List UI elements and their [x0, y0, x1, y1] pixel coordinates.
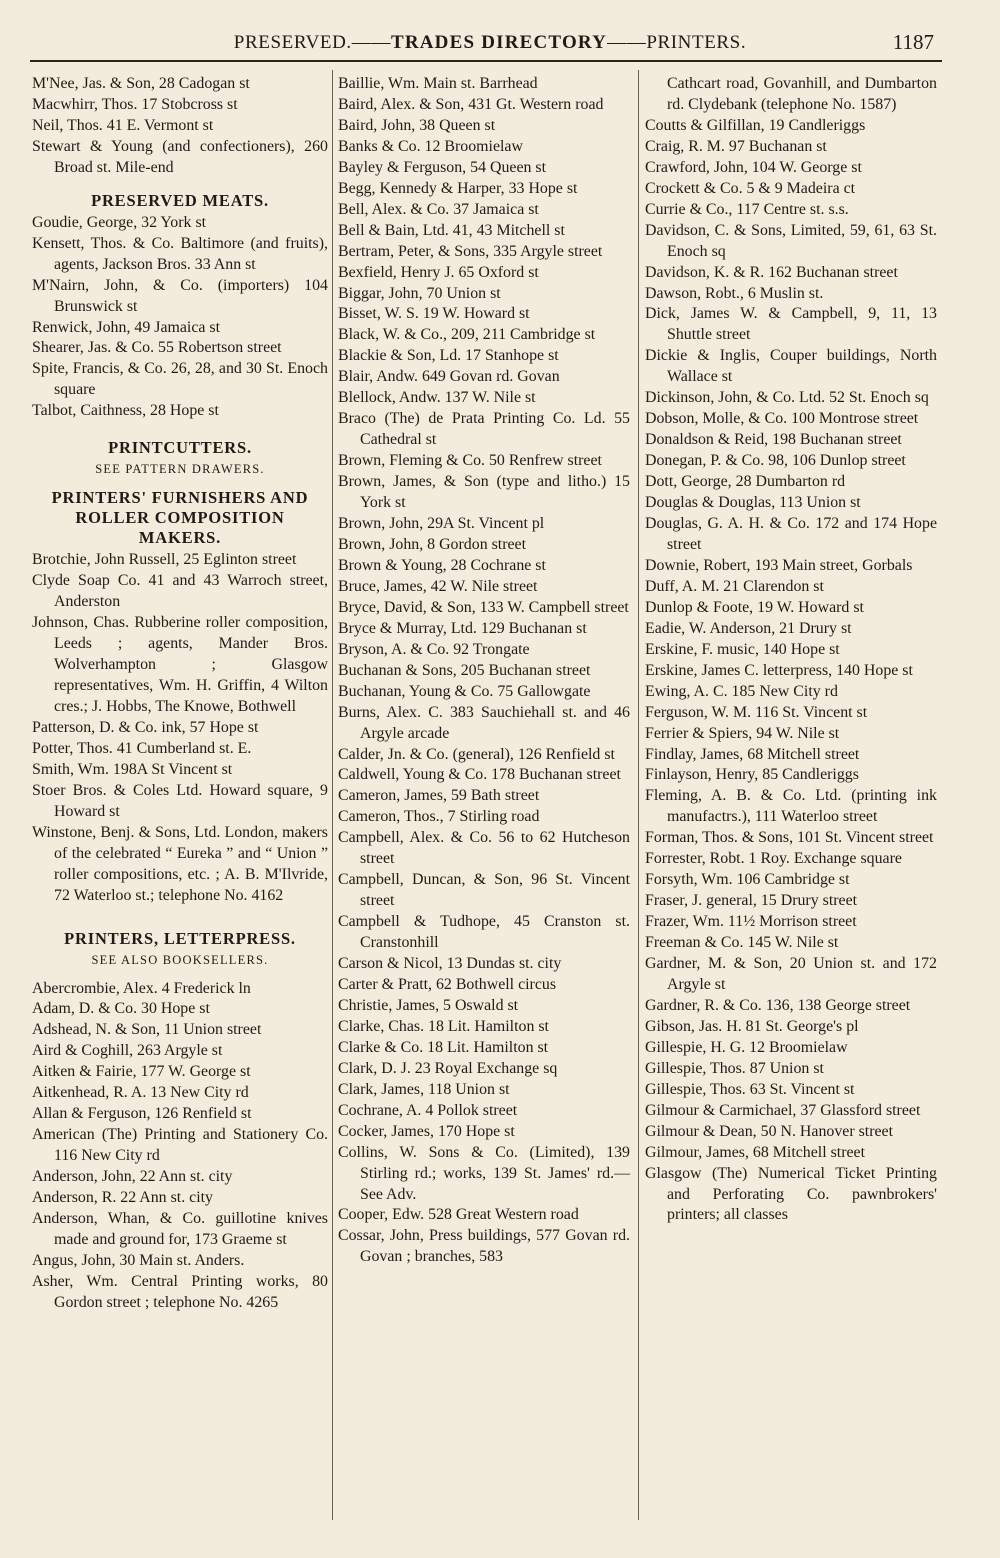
- directory-entry: Adam, D. & Co. 30 Hope st: [32, 1000, 210, 1018]
- directory-entry: Dickinson, John, & Co. Ltd. 52 St. Enoch sq: [645, 389, 929, 407]
- directory-entry: Gilmour & Dean, 50 N. Hanover street: [645, 1122, 894, 1140]
- directory-entry: Gillespie, H. G. 12 Broomielaw: [645, 1038, 848, 1056]
- directory-entry: Brown, Fleming & Co. 50 Renfrew street: [338, 452, 602, 470]
- column-3: [645, 74, 937, 1226]
- directory-entry: Gillespie, Thos. 63 St. Vincent st: [645, 1080, 855, 1098]
- directory-entry: Erskine, James C. letterpress, 140 Hope st: [645, 661, 913, 679]
- directory-entry: M'Nairn, John, & Co. (importers) 104 Brunswick st: [32, 276, 328, 315]
- directory-entry: Bell & Bain, Ltd. 41, 43 Mitchell st: [338, 221, 565, 239]
- continued-entry: Cathcart road, Govanhill, and Dumbarton rd. Clydebank (telephone No. 1587): [667, 75, 937, 113]
- directory-entry: Buchanan, Young & Co. 75 Gallowgate: [338, 682, 591, 700]
- directory-entry: Forrester, Robt. 1 Roy. Exchange square: [645, 850, 902, 868]
- directory-entry: Dawson, Robt., 6 Muslin st.: [645, 284, 824, 302]
- directory-entry: Findlay, James, 68 Mitchell street: [645, 745, 860, 763]
- directory-entry: Blair, Andw. 649 Govan rd. Govan: [338, 368, 560, 386]
- directory-entry: Dobson, Molle, & Co. 100 Montrose street: [645, 410, 919, 428]
- directory-entry: Bruce, James, 42 W. Nile street: [338, 577, 538, 595]
- directory-entry: Cochrane, A. 4 Pollok street: [338, 1101, 518, 1119]
- entries-letterpress-a: [32, 979, 328, 1314]
- directory-entry: Finlayson, Henry, 85 Candleriggs: [645, 766, 859, 784]
- directory-entry: Abercrombie, Alex. 4 Frederick ln: [32, 979, 251, 997]
- directory-entry: Ferguson, W. M. 116 St. Vincent st: [645, 703, 868, 721]
- directory-entry: Buchanan & Sons, 205 Buchanan street: [338, 661, 591, 679]
- header-right: PRINTERS.: [646, 32, 747, 53]
- directory-entry: Carter & Pratt, 62 Bothwell circus: [338, 975, 557, 993]
- entries-preserved: [32, 74, 328, 179]
- directory-entry: Black, W. & Co., 209, 211 Cambridge st: [338, 326, 596, 344]
- see-pattern-drawers: SEE PATTERN DRAWERS.: [95, 462, 265, 477]
- directory-entry: Christie, James, 5 Oswald st: [338, 996, 519, 1014]
- directory-entry: Renwick, John, 49 Jamaica st: [32, 318, 221, 336]
- see-also-booksellers: SEE ALSO BOOKSELLERS.: [91, 952, 269, 967]
- directory-entry: Dunlop & Foote, 19 W. Howard st: [645, 598, 864, 616]
- directory-entry: Forsyth, Wm. 106 Cambridge st: [645, 871, 850, 889]
- directory-entry: Macwhirr, Thos. 17 Stobcross st: [32, 95, 238, 113]
- directory-entry: Calder, Jn. & Co. (general), 126 Renfield st: [338, 745, 615, 763]
- directory-entry: Crockett & Co. 5 & 9 Madeira ct: [645, 179, 856, 197]
- heading-printers-letterpress: PRINTERS, LETTERPRESS.: [64, 928, 296, 948]
- directory-entry: Brown, John, 29A St. Vincent pl: [338, 515, 545, 533]
- header-dash-2: ——: [607, 32, 647, 53]
- directory-entry: Coutts & Gilfillan, 19 Candleriggs: [645, 116, 866, 134]
- directory-entry: Glasgow (The) Numerical Ticket Printing and Perforating Co. pawnbrokers' printers; all classes: [645, 1164, 937, 1224]
- directory-entry: Duff, A. M. 21 Clarendon st: [645, 577, 824, 595]
- directory-entry: Aitkenhead, R. A. 13 New City rd: [32, 1084, 249, 1102]
- directory-entry: Burns, Alex. C. 383 Sauchiehall st. and 46 Argyle arcade: [338, 703, 630, 742]
- column-divider-2: [638, 70, 639, 1520]
- heading-printers-furnishers: PRINTERS' FURNISHERS AND ROLLER COMPOSITION MAKERS.: [51, 488, 309, 548]
- directory-entry: Dick, James W. & Campbell, 9, 11, 13 Shuttle street: [645, 305, 937, 344]
- directory-entry: Collins, W. Sons & Co. (Limited), 139 Stirling rd.; works, 139 St. James' rd.—See Adv.: [338, 1143, 630, 1203]
- directory-entry: Ewing, A. C. 185 New City rd: [645, 682, 838, 700]
- entries-letterpress-c-g: [645, 116, 937, 1227]
- directory-entry: Spite, Francis, & Co. 26, 28, and 30 St. Enoch square: [32, 360, 328, 399]
- directory-entry: Blellock, Andw. 137 W. Nile st: [338, 389, 536, 407]
- directory-entry: Eadie, W. Anderson, 21 Drury st: [645, 619, 852, 637]
- directory-entry: Stewart & Young (and confectioners), 260 Broad st. Mile-end: [32, 137, 328, 176]
- directory-entry: Caldwell, Young & Co. 178 Buchanan street: [338, 766, 621, 784]
- directory-entry: Stoer Bros. & Coles Ltd. Howard square, 9 Howard st: [32, 781, 328, 820]
- directory-entry: Bryson, A. & Co. 92 Trongate: [338, 640, 530, 658]
- directory-entry: Baillie, Wm. Main st. Barrhead: [338, 75, 538, 92]
- directory-entry: Blackie & Son, Ld. 17 Stanhope st: [338, 347, 559, 365]
- heading-printcutters: PRINTCUTTERS.: [108, 438, 252, 458]
- directory-entry: Gardner, M. & Son, 20 Union st. and 172 Argyle st: [645, 955, 937, 993]
- header-dash-1: ——: [351, 32, 391, 53]
- directory-entry: Asher, Wm. Central Printing works, 80 Gordon street ; telephone No. 4265: [32, 1272, 328, 1311]
- directory-entry: Johnson, Chas. Rubberine roller composition, Leeds ; agents, Mander Bros. Wolverhampton ; Glasgow representatives, Wm. H. Griffin, 4 Wilton cres.; J. Hobbs, The Knowe, Bothwell: [32, 614, 328, 715]
- directory-entry: Allan & Ferguson, 126 Renfield st: [32, 1105, 252, 1123]
- directory-entry: Campbell, Duncan, & Son, 96 St. Vincent street: [338, 871, 630, 910]
- directory-entry: American (The) Printing and Stationery Co. 116 New City rd: [32, 1126, 328, 1165]
- directory-entry: Anderson, John, 22 Ann st. city: [32, 1168, 233, 1186]
- header-rule: [30, 60, 942, 62]
- heading-preserved-meats: PRESERVED MEATS.: [91, 190, 269, 210]
- directory-entry: Kensett, Thos. & Co. Baltimore (and fruits), agents, Jackson Bros. 33 Ann st: [32, 234, 328, 273]
- directory-entry: Clark, D. J. 23 Royal Exchange sq: [338, 1059, 558, 1077]
- directory-entry: Crawford, John, 104 W. George st: [645, 158, 862, 176]
- directory-entry: M'Nee, Jas. & Son, 28 Cadogan st: [32, 75, 250, 92]
- directory-entry: Gardner, R. & Co. 136, 138 George street: [645, 996, 911, 1014]
- running-head-title: [140, 32, 840, 54]
- column-1: [32, 74, 328, 1314]
- directory-entry: Banks & Co. 12 Broomielaw: [338, 137, 523, 155]
- directory-entry: Baird, John, 38 Queen st: [338, 116, 496, 134]
- directory-entry: Dott, George, 28 Dumbarton rd: [645, 473, 846, 491]
- directory-entry: Goudie, George, 32 York st: [32, 213, 207, 231]
- directory-entry: Forman, Thos. & Sons, 101 St. Vincent street: [645, 829, 934, 847]
- directory-entry: Gilmour & Carmichael, 37 Glassford street: [645, 1101, 921, 1119]
- directory-entry: Braco (The) de Prata Printing Co. Ld. 55 Cathedral st: [338, 410, 630, 449]
- directory-entry: Bryce, David, & Son, 133 W. Campbell street: [338, 598, 629, 616]
- running-head: [0, 28, 1000, 58]
- directory-entry: Clarke & Co. 18 Lit. Hamilton st: [338, 1038, 549, 1056]
- directory-entry: Bryce & Murray, Ltd. 129 Buchanan st: [338, 619, 587, 637]
- directory-entry: Winstone, Benj. & Sons, Ltd. London, makers of the celebrated “ Eureka ” and “ Union ” roller compositions, etc. ; A. B. M'Ilvride, 72 Waterloo st.; telephone No. 4162: [32, 823, 328, 904]
- directory-entry: Patterson, D. & Co. ink, 57 Hope st: [32, 718, 259, 736]
- directory-entry: Davidson, C. & Sons, Limited, 59, 61, 63 St. Enoch sq: [645, 221, 937, 260]
- directory-entry: Clark, James, 118 Union st: [338, 1080, 510, 1098]
- page-number: 1187: [892, 30, 934, 54]
- directory-entry: Davidson, K. & R. 162 Buchanan street: [645, 263, 898, 281]
- directory-entry: Smith, Wm. 198A St Vincent st: [32, 760, 233, 778]
- directory-entry: Biggar, John, 70 Union st: [338, 284, 501, 302]
- directory-entry: Angus, John, 30 Main st. Anders.: [32, 1251, 245, 1269]
- directory-entry: Downie, Robert, 193 Main street, Gorbals: [645, 556, 913, 574]
- header-center: TRADES DIRECTORY: [390, 32, 608, 53]
- directory-entry: Campbell & Tudhope, 45 Cranston st. Cranstonhill: [338, 913, 630, 952]
- column-divider-1: [332, 70, 333, 1520]
- entries-letterpress-b-c: [338, 74, 630, 1268]
- directory-entry: Dickie & Inglis, Couper buildings, North Wallace st: [645, 347, 937, 386]
- directory-entry: Bertram, Peter, & Sons, 335 Argyle street: [338, 242, 603, 260]
- directory-entry: Clyde Soap Co. 41 and 43 Warroch street, Anderston: [32, 572, 328, 611]
- entries-preserved-meats: [32, 213, 328, 423]
- directory-entry: Potter, Thos. 41 Cumberland st. E.: [32, 739, 252, 757]
- directory-entry: Begg, Kennedy & Harper, 33 Hope st: [338, 179, 578, 197]
- directory-entry: Shearer, Jas. & Co. 55 Robertson street: [32, 339, 282, 357]
- directory-entry: Craig, R. M. 97 Buchanan st: [645, 137, 827, 155]
- directory-entry: Bayley & Ferguson, 54 Queen st: [338, 158, 547, 176]
- directory-entry: Bisset, W. S. 19 W. Howard st: [338, 305, 530, 323]
- directory-entry: Ferrier & Spiers, 94 W. Nile st: [645, 724, 840, 742]
- directory-entry: Anderson, Whan, & Co. guillotine knives made and ground for, 173 Graeme st: [32, 1209, 328, 1248]
- directory-entry: Brown, James, & Son (type and litho.) 15 York st: [338, 473, 630, 512]
- directory-entry: Talbot, Caithness, 28 Hope st: [32, 402, 219, 420]
- directory-entry: Cameron, Thos., 7 Stirling road: [338, 808, 540, 826]
- directory-entry: Brown, John, 8 Gordon street: [338, 535, 527, 553]
- directory-entry: Gillespie, Thos. 87 Union st: [645, 1059, 824, 1077]
- directory-entry: Fleming, A. B. & Co. Ltd. (printing ink manufactrs.), 111 Waterloo street: [645, 787, 937, 826]
- directory-entry: Anderson, R. 22 Ann st. city: [32, 1189, 213, 1207]
- directory-entry: Bell, Alex. & Co. 37 Jamaica st: [338, 200, 539, 218]
- directory-entry: Carson & Nicol, 13 Dundas st. city: [338, 955, 562, 973]
- directory-entry: Donaldson & Reid, 198 Buchanan street: [645, 431, 902, 449]
- directory-entry: Cocker, James, 170 Hope st: [338, 1122, 515, 1140]
- directory-entry: Clarke, Chas. 18 Lit. Hamilton st: [338, 1017, 549, 1035]
- directory-entry: Brotchie, John Russell, 25 Eglinton street: [32, 551, 297, 569]
- directory-entry: Baird, Alex. & Son, 431 Gt. Western road: [338, 95, 604, 113]
- directory-entry: Cossar, John, Press buildings, 577 Govan rd. Govan ; branches, 583: [338, 1227, 630, 1266]
- directory-entry: Donegan, P. & Co. 98, 106 Dunlop street: [645, 452, 906, 470]
- directory-entry: Douglas & Douglas, 113 Union st: [645, 494, 861, 512]
- directory-entry: Aird & Coghill, 263 Argyle st: [32, 1042, 223, 1060]
- directory-entry: Fraser, J. general, 15 Drury street: [645, 892, 858, 910]
- entries-furnishers: [32, 550, 328, 906]
- column-2: [338, 74, 630, 1268]
- directory-entry: Cooper, Edw. 528 Great Western road: [338, 1206, 579, 1224]
- directory-entry: Bexfield, Henry J. 65 Oxford st: [338, 263, 539, 281]
- header-left: PRESERVED.: [233, 32, 352, 53]
- directory-entry: Gibson, Jas. H. 81 St. George's pl: [645, 1017, 859, 1035]
- directory-entry: Campbell, Alex. & Co. 56 to 62 Hutcheson street: [338, 829, 630, 868]
- directory-entry: Cameron, James, 59 Bath street: [338, 787, 540, 805]
- directory-entry: Gilmour, James, 68 Mitchell street: [645, 1143, 866, 1161]
- directory-entry: Erskine, F. music, 140 Hope st: [645, 640, 840, 658]
- directory-entry: Freeman & Co. 145 W. Nile st: [645, 934, 839, 952]
- directory-entry: Adshead, N. & Son, 11 Union street: [32, 1021, 262, 1039]
- directory-entry: Neil, Thos. 41 E. Vermont st: [32, 116, 214, 134]
- directory-entry: Aitken & Fairie, 177 W. George st: [32, 1063, 251, 1081]
- directory-entry: Brown & Young, 28 Cochrane st: [338, 556, 546, 574]
- directory-entry: Currie & Co., 117 Centre st. s.s.: [645, 200, 849, 218]
- directory-entry: Frazer, Wm. 11½ Morrison street: [645, 913, 857, 931]
- directory-entry: Douglas, G. A. H. & Co. 172 and 174 Hope street: [645, 515, 937, 553]
